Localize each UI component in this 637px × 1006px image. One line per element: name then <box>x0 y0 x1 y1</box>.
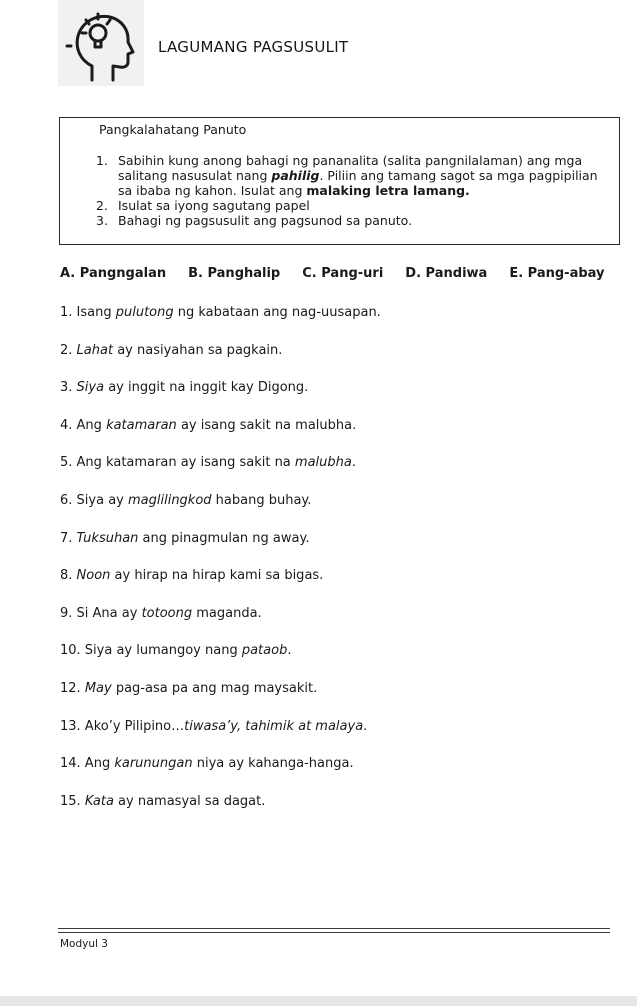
text-run: . <box>287 643 292 659</box>
text-run: maganda. <box>192 605 262 621</box>
text-run: 13. Ako’y Pilipino… <box>60 718 185 734</box>
footer-divider <box>58 928 610 929</box>
question-item <box>60 380 620 418</box>
choice-item: C. Pang-uri <box>302 266 384 281</box>
footer-divider <box>58 932 610 933</box>
text-run: May <box>84 680 112 696</box>
instruction-item <box>96 153 611 198</box>
text-run: katamaran <box>106 417 177 433</box>
text-run: ng kabataan ang nag-uusapan. <box>173 305 381 320</box>
head-lightbulb-icon <box>58 0 144 86</box>
text-run: ang pinagmulan ng away. <box>138 530 310 546</box>
question-item <box>60 343 620 381</box>
text-run: malaking letra lamang. <box>306 183 470 198</box>
text-run: ay nasiyahan sa pagkain. <box>113 342 283 358</box>
instructions-list <box>96 153 611 228</box>
text-run: Lahat <box>76 342 114 358</box>
instructions-box <box>59 117 620 245</box>
text-run: 7. <box>60 530 77 546</box>
question-item <box>60 418 620 456</box>
answer-choices <box>60 266 605 281</box>
text-run: Bahagi ng pagsusulit ang pagsunod sa panuto. <box>118 213 413 228</box>
text-run: 9. Si Ana ay <box>60 605 142 621</box>
text-run: ay hirap na hirap kami sa bigas. <box>110 568 324 584</box>
text-run: . <box>363 718 368 734</box>
text-run: 12. <box>60 680 85 696</box>
text-run: ay namasyal sa dagat. <box>113 793 266 809</box>
question-item <box>60 681 620 719</box>
text-run: 15. <box>60 793 85 809</box>
question-item <box>60 606 620 644</box>
question-item <box>60 455 620 493</box>
instruction-item <box>96 213 611 228</box>
question-item <box>60 643 620 681</box>
text-run: 8. <box>60 568 77 584</box>
logo-panel <box>58 0 144 86</box>
text-run: pag-asa pa ang mag maysakit. <box>111 680 318 696</box>
question-item <box>60 531 620 569</box>
text-run: Isulat sa iyong sagutang papel <box>118 198 310 213</box>
text-run: ay inggit na inggit kay Digong. <box>104 380 309 396</box>
text-run: karunungan <box>114 756 193 772</box>
choice-item: B. Panghalip <box>188 266 281 281</box>
text-run: niya ay kahanga-hanga. <box>192 756 354 772</box>
text-run: malubha <box>294 455 352 471</box>
question-item <box>60 719 620 757</box>
text-run: Kata <box>84 793 114 809</box>
text-run: . Piliin ang tamang sagot sa mga pagpipilian sa ibaba ng kahon. Isulat ang <box>118 168 598 198</box>
text-run: Sabihin kung anong bahagi ng pananalita (salita pangnilalaman) ang mga salitang nasusulat nang <box>118 153 583 183</box>
instruction-number: 1. <box>96 153 108 168</box>
instruction-item <box>96 198 611 213</box>
instruction-number: 2. <box>96 198 108 213</box>
question-item <box>60 493 620 531</box>
instructions-heading: Pangkalahatang Panuto <box>99 122 247 137</box>
choice-item: A. Pangngalan <box>60 266 167 281</box>
text-run: maglilingkod <box>127 492 212 508</box>
text-run: tiwasa’y, tahimik at malaya <box>184 718 364 734</box>
text-run: habang buhay. <box>211 492 312 508</box>
text-run: . <box>351 455 357 471</box>
footer-module-label: Modyul 3 <box>60 938 108 950</box>
text-run: Tuksuhan <box>76 530 139 546</box>
text-run: 4. Ang <box>60 417 107 433</box>
text-run: Noon <box>76 568 111 584</box>
question-item <box>60 305 620 343</box>
page-title: LAGUMANG PAGSUSULIT <box>158 38 349 56</box>
text-run: 2. <box>60 342 77 358</box>
page-edge <box>0 996 637 1006</box>
question-item <box>60 794 620 832</box>
text-run: 1. Isang <box>60 305 116 320</box>
question-item <box>60 568 620 606</box>
text-run: pahilig <box>271 168 320 183</box>
text-run: pataob <box>241 643 288 659</box>
text-run: 10. Siya ay lumangoy nang <box>60 643 242 659</box>
text-run: ay isang sakit na malubha. <box>176 417 357 433</box>
question-list <box>60 305 620 831</box>
text-run: totoong <box>141 605 193 621</box>
question-item <box>60 756 620 794</box>
choice-item: E. Pang-abay <box>509 266 605 281</box>
text-run: pulutong <box>115 305 174 320</box>
text-run: 6. Siya ay <box>60 492 128 508</box>
text-run: 14. Ang <box>60 756 115 772</box>
text-run: Siya <box>76 380 105 396</box>
text-run: 5. Ang katamaran ay isang sakit na <box>60 455 295 471</box>
instruction-number: 3. <box>96 213 108 228</box>
text-run: 3. <box>60 380 77 396</box>
choice-item: D. Pandiwa <box>405 266 488 281</box>
